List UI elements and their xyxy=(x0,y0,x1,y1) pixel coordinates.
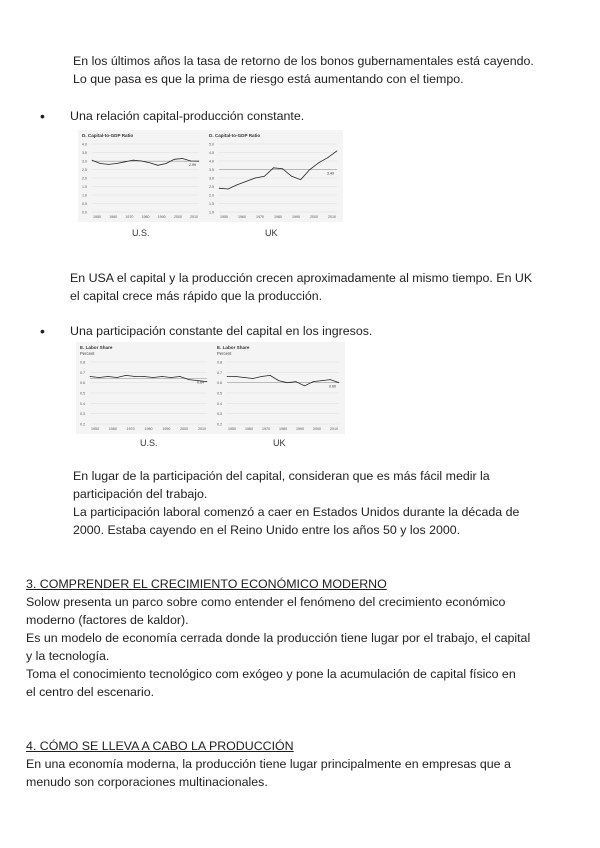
data-point xyxy=(270,375,271,376)
data-point xyxy=(99,377,100,378)
section3-line: moderno (factores de kaldor). xyxy=(26,613,189,627)
data-point xyxy=(171,377,172,378)
chart-title: D. Capital-to-GDP Ratio xyxy=(209,133,261,138)
data-point xyxy=(126,375,127,376)
y-tick-label: 2.5 xyxy=(209,185,214,189)
data-point xyxy=(207,381,208,382)
para3-line-2: participación del trabajo. xyxy=(73,487,208,501)
data-point xyxy=(309,169,310,170)
data-point xyxy=(166,163,167,164)
end-value-label: 2.99 xyxy=(189,163,196,168)
x-tick-label: 1960 xyxy=(109,215,118,219)
data-point xyxy=(180,376,181,377)
chart-subtitle: Percent xyxy=(217,351,232,356)
x-tick-label: 1960 xyxy=(238,215,246,219)
x-tick-label: 1990 xyxy=(157,215,166,219)
data-point xyxy=(116,163,117,164)
x-tick-label: 2000 xyxy=(313,427,321,431)
y-tick-label: 5.0 xyxy=(209,142,214,147)
data-point xyxy=(296,381,297,382)
x-tick-label: 1990 xyxy=(162,427,171,431)
data-point xyxy=(291,176,292,177)
data-point xyxy=(246,181,247,182)
section3-line: y la tecnología. xyxy=(26,649,110,663)
y-tick-label: 3.0 xyxy=(82,159,87,164)
para3-line-4: 2000. Estaba cayendo en el Reino Unido entre los años 50 y los 2000. xyxy=(73,523,461,537)
data-point xyxy=(153,377,154,378)
figure2-caption-right: UK xyxy=(273,438,286,448)
y-tick-label: 2.0 xyxy=(82,176,87,181)
chart-background xyxy=(213,342,345,434)
chart-uk-capital-ratio xyxy=(205,130,343,222)
data-point xyxy=(287,382,288,383)
y-tick-label: 0.3 xyxy=(217,412,222,417)
data-point xyxy=(133,160,134,161)
x-tick-label: 2010 xyxy=(330,427,338,431)
y-tick-label: 0.5 xyxy=(217,391,222,396)
chart-title: E. Labor Share xyxy=(217,345,250,350)
data-point xyxy=(108,376,109,377)
y-tick-label: 0.4 xyxy=(217,401,222,406)
y-tick-label: 0.4 xyxy=(80,401,85,406)
data-point xyxy=(235,376,236,377)
chart-uk-labor-share xyxy=(213,342,345,434)
data-point xyxy=(174,159,175,160)
para3-line-1: En lugar de la participación del capital, consideran que es más fácil medir la xyxy=(73,469,490,483)
x-tick-label: 2000 xyxy=(180,427,189,431)
data-point xyxy=(313,381,314,382)
data-point xyxy=(330,379,331,380)
section3-heading: 3. COMPRENDER EL CRECIMIENTO ECONÓMICO MODERNO xyxy=(26,577,387,591)
y-tick-label: 0.3 xyxy=(80,412,85,417)
data-point xyxy=(149,162,150,163)
x-tick-label: 2000 xyxy=(173,215,182,219)
y-tick-label: 0.0 xyxy=(82,210,87,215)
data-point xyxy=(244,377,245,378)
bullet-icon: • xyxy=(40,323,45,339)
x-tick-label: 1950 xyxy=(220,215,228,219)
figure1-caption-right: UK xyxy=(265,228,278,238)
data-point xyxy=(304,385,305,386)
y-tick-label: 0.5 xyxy=(82,202,87,206)
end-value-label: 3.49 xyxy=(327,171,334,176)
x-tick-label: 1970 xyxy=(126,427,135,431)
bullet-label: Una participación constante del capital en los ingresos. xyxy=(70,324,373,338)
y-tick-label: 0.8 xyxy=(217,360,222,365)
y-tick-label: 2.5 xyxy=(82,168,87,172)
y-tick-label: 3.0 xyxy=(209,176,214,181)
data-point xyxy=(117,377,118,378)
data-point xyxy=(162,376,163,377)
y-tick-label: 1.5 xyxy=(209,202,214,206)
x-tick-label: 1950 xyxy=(91,427,99,431)
section3-line: el centro del escenario. xyxy=(26,685,155,699)
data-point xyxy=(237,184,238,185)
data-point xyxy=(228,189,229,190)
chart-background xyxy=(76,342,213,434)
end-value-label: 0.64 xyxy=(197,380,204,385)
x-tick-label: 1970 xyxy=(125,215,134,219)
y-tick-label: 0.6 xyxy=(80,381,85,386)
x-tick-label: 1980 xyxy=(141,215,150,219)
data-point xyxy=(100,163,101,164)
chart-title: E. Labor Share xyxy=(80,345,113,350)
intro-line-2: Lo que pasa es que la prima de riesgo está aumentando con el tiempo. xyxy=(73,72,464,86)
y-tick-label: 4.0 xyxy=(82,142,87,147)
data-point xyxy=(261,376,262,377)
y-tick-label: 3.5 xyxy=(209,168,214,172)
figure1-caption-left: U.S. xyxy=(132,228,150,238)
section4-line: menudo son corporaciones multinacionales. xyxy=(26,775,268,789)
x-tick-label: 2010 xyxy=(198,427,206,431)
section4-heading: 4. CÓMO SE LLEVA A CABO LA PRODUCCIÓN xyxy=(26,739,294,753)
y-tick-label: 0.7 xyxy=(80,370,85,375)
para3-line-3: La participación laboral comenzó a caer en Estados Unidos durante la década de xyxy=(73,505,520,519)
section3-line: Solow presenta un parco sobre como entender el fenómeno del crecimiento económico xyxy=(26,595,506,609)
y-tick-label: 0.2 xyxy=(217,422,222,427)
bullet-label: Una relación capital-producción constante. xyxy=(70,109,305,123)
data-point xyxy=(328,157,329,158)
data-point xyxy=(144,376,145,377)
data-point xyxy=(337,150,338,151)
data-point xyxy=(273,167,274,168)
x-tick-label: 1970 xyxy=(256,215,264,219)
x-tick-label: 1980 xyxy=(274,215,282,219)
y-tick-label: 2.0 xyxy=(209,193,214,198)
intro-line-1: En los últimos años la tasa de retorno de los bonos gubernamentales está cayendo. xyxy=(73,54,534,68)
chart-us-capital-ratio xyxy=(78,130,205,222)
y-tick-label: 0.5 xyxy=(80,391,85,396)
data-point xyxy=(300,179,301,180)
x-tick-label: 1950 xyxy=(228,427,236,431)
y-tick-label: 1.0 xyxy=(82,193,87,198)
y-tick-label: 3.5 xyxy=(82,151,87,155)
y-tick-label: 0.8 xyxy=(80,360,85,365)
data-point xyxy=(255,178,256,179)
x-tick-label: 1950 xyxy=(93,215,101,219)
data-point xyxy=(135,376,136,377)
data-point xyxy=(278,380,279,381)
chart-subtitle: Percent xyxy=(80,351,95,356)
data-point xyxy=(219,188,220,189)
x-tick-label: 2010 xyxy=(190,215,198,219)
chart-us-labor-share xyxy=(76,342,213,434)
chart-title: D. Capital-to-GDP Ratio xyxy=(82,133,134,138)
x-tick-label: 2000 xyxy=(310,215,318,219)
end-value-label: 0.60 xyxy=(329,384,336,389)
data-point xyxy=(141,161,142,162)
data-point xyxy=(157,165,158,166)
x-tick-label: 1990 xyxy=(296,427,304,431)
data-point xyxy=(339,382,340,383)
data-point xyxy=(125,162,126,163)
data-point xyxy=(318,162,319,163)
data-point xyxy=(282,168,283,169)
x-tick-label: 1970 xyxy=(262,427,270,431)
data-point xyxy=(108,164,109,165)
x-tick-label: 2010 xyxy=(328,215,336,219)
y-tick-label: 0.6 xyxy=(217,381,222,386)
bullet-icon: • xyxy=(40,108,45,124)
data-point xyxy=(182,158,183,159)
y-tick-label: 1.0 xyxy=(209,210,214,215)
section3-line: Es un modelo de economía cerrada donde la producción tiene lugar por el trabajo, el capital xyxy=(26,631,531,645)
y-tick-label: 1.5 xyxy=(82,185,87,189)
data-point xyxy=(92,160,93,161)
x-tick-label: 1980 xyxy=(144,427,153,431)
data-point xyxy=(227,376,228,377)
para2-line-1: En USA el capital y la producción crecen aproximadamente al mismo tiempo. En UK xyxy=(70,271,533,285)
data-point xyxy=(321,380,322,381)
figure2-caption-left: U.S. xyxy=(140,438,158,448)
para2-line-2: el capital crece más rápido que la producción. xyxy=(70,289,323,303)
data-point xyxy=(90,376,91,377)
data-point xyxy=(252,378,253,379)
x-tick-label: 1960 xyxy=(108,427,117,431)
y-tick-label: 0.2 xyxy=(80,422,85,427)
data-point xyxy=(190,161,191,162)
section3-line: Toma el conocimiento tecnológico com exógeo y pone la acumulación de capital físico en xyxy=(26,667,516,681)
y-tick-label: 4.5 xyxy=(209,151,214,155)
section4-line: En una economía moderna, la producción tiene lugar principalmente en empresas que a xyxy=(26,757,511,771)
x-tick-label: 1980 xyxy=(279,427,287,431)
y-tick-label: 4.0 xyxy=(209,159,214,164)
data-point xyxy=(199,161,200,162)
data-point xyxy=(264,176,265,177)
y-tick-label: 0.7 xyxy=(217,370,222,375)
x-tick-label: 1960 xyxy=(245,427,253,431)
data-point xyxy=(189,379,190,380)
x-tick-label: 1990 xyxy=(292,215,300,219)
